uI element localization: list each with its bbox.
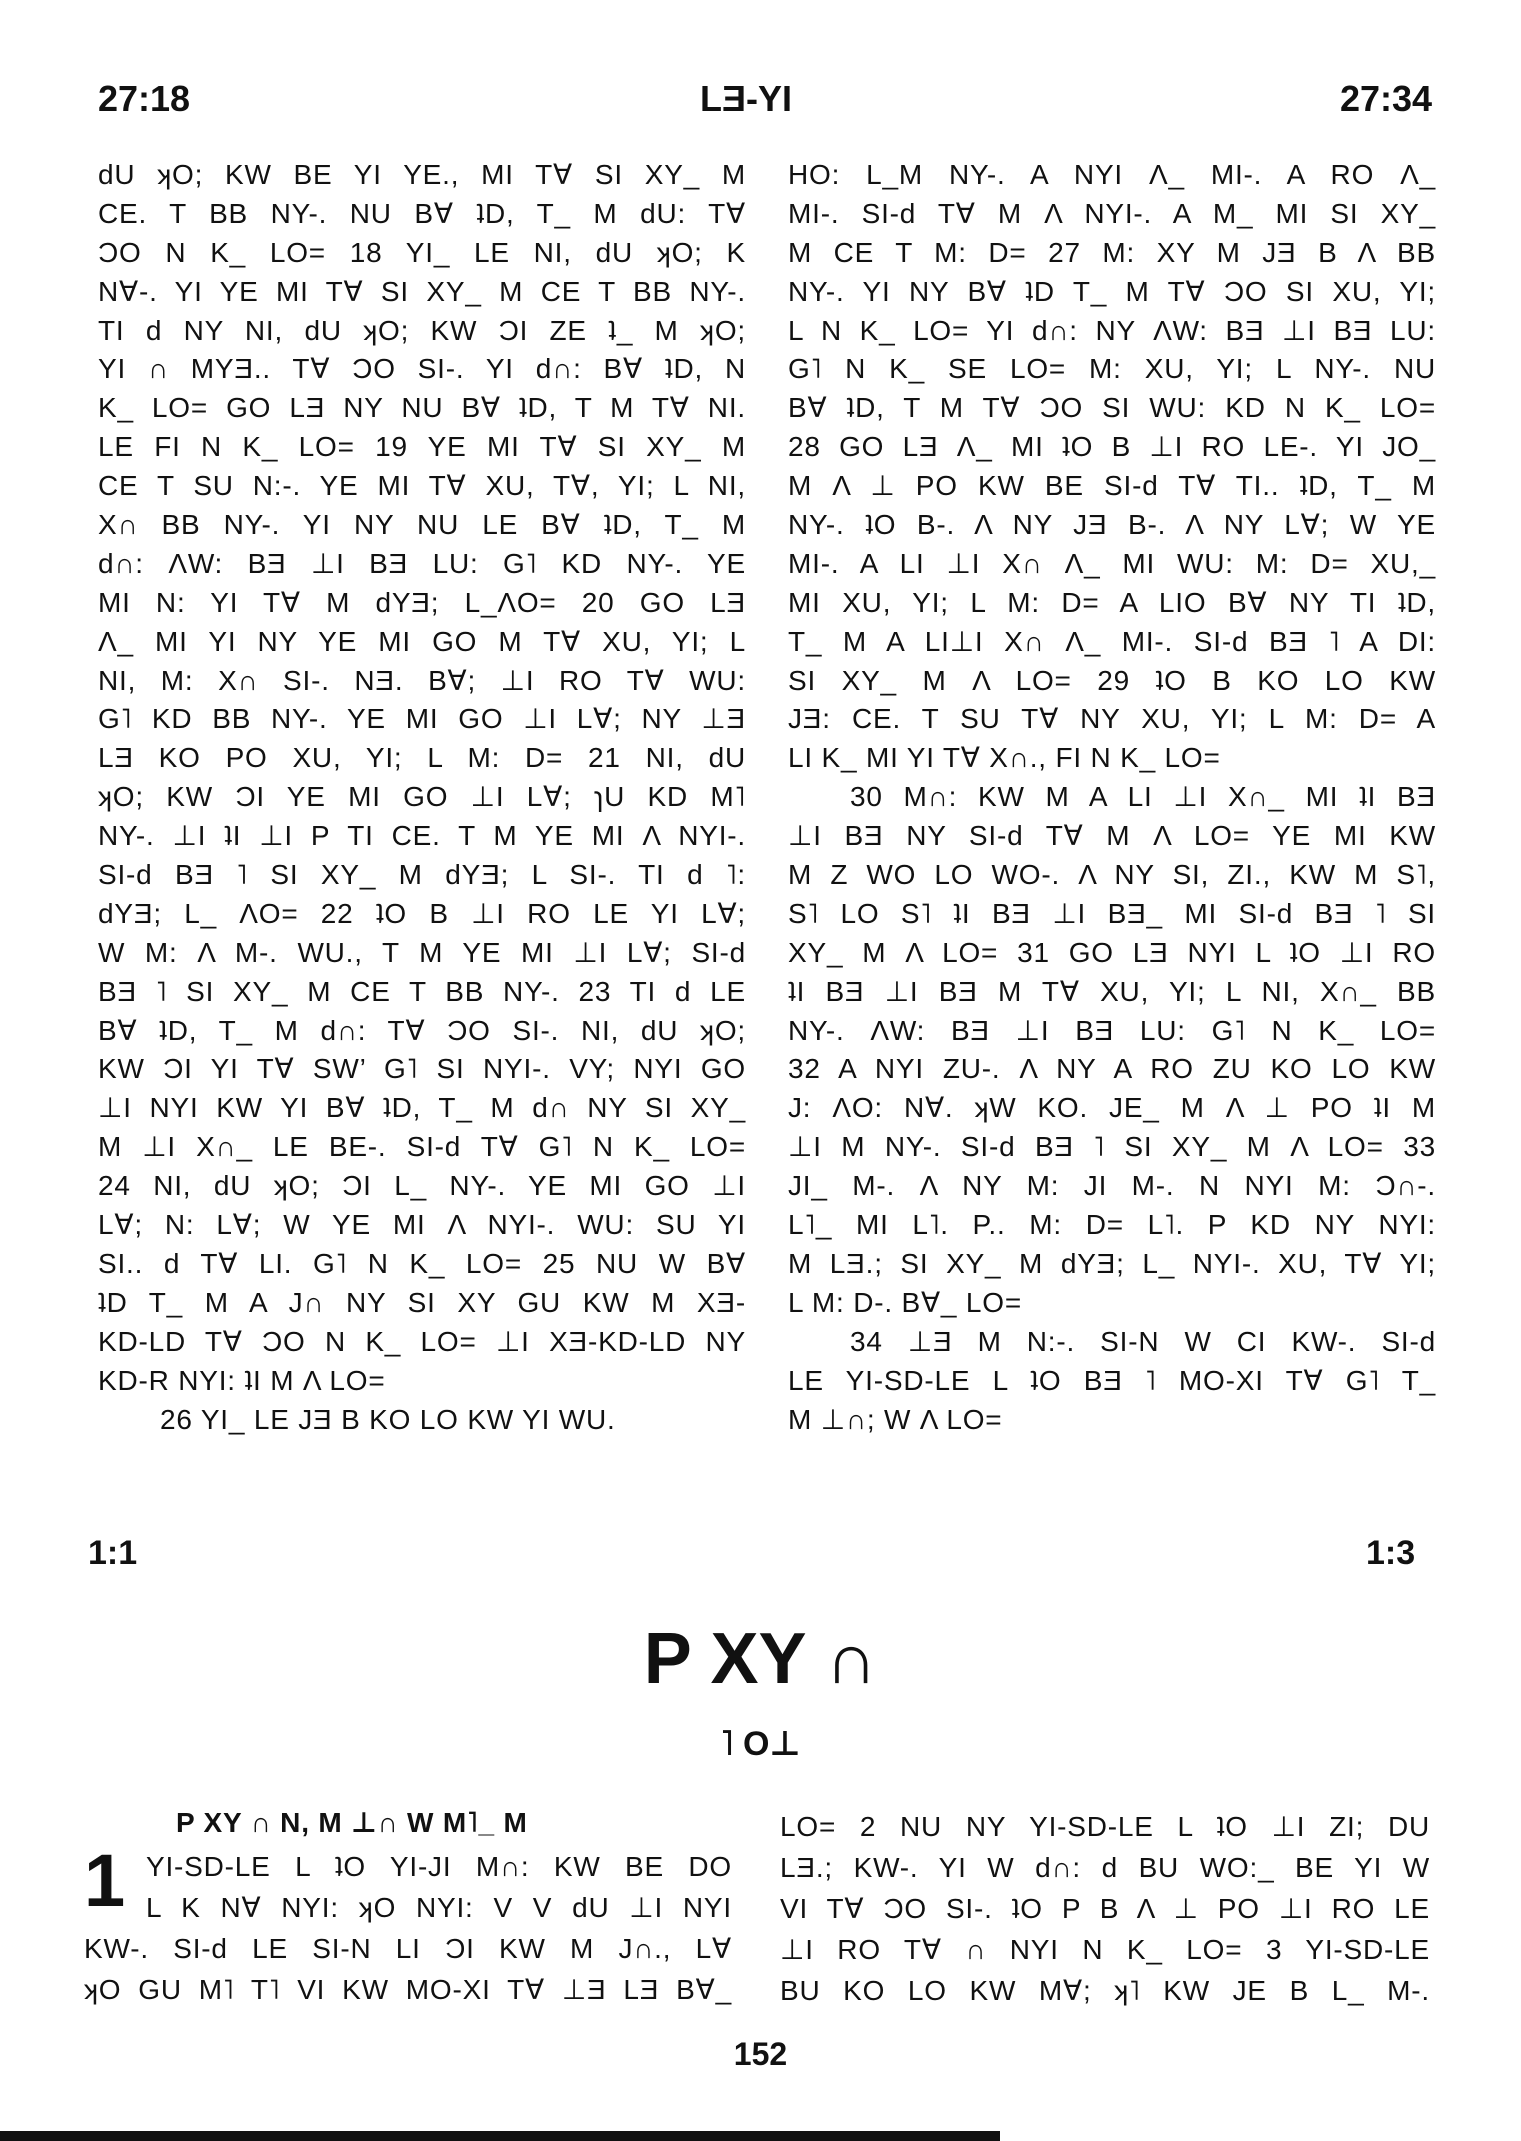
text-line: L M: D-. B∀_ LO= (788, 1286, 1022, 1318)
text-line: M ⊥∩; W Λ LO= (788, 1403, 1003, 1435)
page-number: 152 (733, 2036, 788, 2072)
text-line: SI-d BƎ ˥ SI XY_ M dYƎ; L SI-. TI d ˥: (98, 859, 746, 891)
running-head-right-ref: 27:34 (1340, 78, 1433, 119)
text-line: S˥ LO S˥ ʇI BƎ ⊥I BƎ_ MI SI-d BƎ ˥ SI (788, 897, 1436, 929)
text-line: MI-. A LI ⊥I X∩ Λ_ MI WU: M: D= XU,_ (788, 547, 1436, 579)
text-line: G˥ N K_ SE LO= M: XU, YI; L NY-. NU (788, 353, 1436, 385)
text-line: M CE T M: D= 27 M: XY M JƎ Β Λ BΒ (788, 236, 1436, 268)
text-line: KW ƆI YI T∀ SW’ G˥ SI NYI-. VY; NYI GO (98, 1053, 746, 1085)
text-line: ⊥I BƎ NY SI-d T∀ M Λ LO= YE MI KW (788, 820, 1436, 852)
bottom-left-text-column (84, 1839, 732, 2010)
chapter-number: 1 (84, 1839, 126, 1922)
section-left-ref: 1:1 (88, 1534, 138, 1572)
text-line: SI XY_ M Λ LO= 29 ʇO Β KO LO KW (788, 664, 1436, 696)
text-line: 26 YI_ LE JƎ Β KO LO KW YI WU. (160, 1403, 616, 1435)
text-line: ʇD T_ M A J∩ NY SI XY GU KW M XƎ- (98, 1286, 746, 1318)
book-title: P XY ∩ (643, 1619, 878, 1699)
section-right-ref: 1:3 (1366, 1534, 1416, 1572)
text-line: X∩ BΒ NY-. YI NY NU LE B∀ ʇD, T_ M (98, 509, 746, 541)
text-line: ⊥I NYI KW YI B∀ ʇD, T_ M d∩ NY SI XY_ (98, 1092, 746, 1124)
text-line: LO= 2 NU NY YI-SD-LE L ʇO ⊥I ZI; DU (780, 1811, 1430, 1842)
text-line: M Λ ⊥ PO KW BE SI-d T∀ TI.. ʇD, T_ M (788, 470, 1436, 502)
text-line: L∀; N: L∀; W YE MI Λ NYI-. WU: SU YI (98, 1209, 746, 1241)
text-line: JI_ M-. Λ NY M: JI M-. N NYI M: Ɔ∩-. (788, 1170, 1436, 1202)
top-right-text-column (788, 156, 1436, 1439)
scan-edge-shadow (0, 2131, 1000, 2141)
text-line: MI XU, YI; L M: D= A LIO B∀ NY TI ʇD, (788, 586, 1436, 618)
text-line: YI ∩ MYƎ.. T∀ ƆO SI-. YI d∩: B∀ ʇD, N (98, 353, 746, 385)
top-left-text-column (98, 156, 746, 1439)
text-line: K_ LO= GO LƎ NY NU B∀ ʇD, T M T∀ NI. (98, 392, 746, 424)
text-line: LƎ KO PO XU, YI; L M: D= 21 NI, dU (98, 742, 746, 774)
text-line: LƎ.; KW-. YI W d∩: d BU WO:_ BE YI W (780, 1852, 1430, 1883)
chapter-label: ˥ O⊥ (720, 1725, 801, 1763)
text-line: 34 ⊥Ǝ M N:-. SI-N W CI KW-. SI-d (850, 1325, 1436, 1357)
text-line: LI K_ MI YI T∀ X∩., FI N K_ LO= (788, 742, 1221, 774)
running-head-book: LƎ-YI (700, 78, 793, 119)
text-line: VI T∀ ƆO SI-. ʇO P Β Λ ⊥ PO ⊥I RO LE (780, 1893, 1430, 1924)
text-line: JƎ: CE. T SU T∀ NY XU, YI; L M: D= A (788, 703, 1436, 735)
text-line: ƆO N K_ LO= 18 YI_ LE NI, dU ʞO; K (98, 236, 746, 268)
text-line: XY_ M Λ LO= 31 GO LƎ NYI L ʇO ⊥I RO (788, 936, 1436, 968)
text-line: NY-. ΛW: BƎ ⊥I BƎ LU: G˥ N K_ LO= (788, 1014, 1436, 1046)
text-line: T_ M A LI⊥I X∩ Λ_ MI-. SI-d BƎ ˥ A DI: (788, 625, 1436, 657)
text-line: MI N: YI T∀ M dYƎ; L_ΛO= 20 GO LƎ (98, 586, 746, 618)
text-line: 30 M∩: KW M A LI ⊥I X∩_ MI ʇI BƎ (850, 781, 1436, 813)
text-line: NY-. ⊥I ʇI ⊥I P TI CE. T M YE MI Λ NYI-. (98, 820, 746, 852)
text-line: BU KO LO KW M∀; ʞ˥ KW JE B L_ M-. (780, 1975, 1430, 2006)
text-line: NI, M: X∩ SI-. NƎ. B∀; ⊥I RO T∀ WU: (98, 664, 746, 696)
text-line: NY-. ʇO Β-. Λ NY JƎ Β-. Λ NY L∀; W YE (788, 509, 1436, 541)
text-line: ʞO GU M˥ T˥ VI KW MO-XI T∀ ⊥Ǝ LƎ B∀_ (84, 1974, 732, 2005)
text-line: CE T SU N:-. YE MI T∀ XU, T∀, YI; L NI, (98, 470, 746, 502)
text-line: SI.. d T∀ LI. G˥ N K_ LO= 25 NU W B∀ (98, 1247, 746, 1279)
text-line: BƎ ˥ SI XY_ M CE T BΒ NY-. 23 TI d LE (98, 975, 746, 1007)
text-line: J: ΛO: N∀. ʞW KO. JE_ M Λ ⊥ PO ʇI M (788, 1092, 1436, 1124)
text-line: L K N∀ NYI: ʞO NYI: V V dU ⊥I NYI (146, 1892, 732, 1923)
text-line: KW-. SI-d LE SI-N LI ƆI KW M J∩., L∀ (84, 1933, 732, 1964)
text-line: MI-. SI-d T∀ M Λ NYI-. A M_ MI SI XY_ (788, 197, 1436, 229)
text-line: LE FI N K_ LO= 19 YE MI T∀ SI XY_ M (98, 431, 746, 463)
text-line: Λ_ MI YI NY YE MI GO M T∀ XU, YI; L (98, 625, 746, 657)
text-line: 28 GO LƎ Λ_ MI ʇO Β ⊥I RO LE-. YI JO_ (788, 431, 1436, 463)
text-line: B∀ ʇD, T_ M d∩: T∀ ƆO SI-. NI, dU ʞO; (98, 1014, 746, 1046)
text-line: KD-R NYI: ʇI M Λ LO= (98, 1364, 386, 1396)
text-line: W M: Λ M-. WU., T M YE MI ⊥I L∀; SI-d (98, 936, 746, 968)
text-line: M Z WO LO WO-. Λ NY SI, ZI., KW M S˥, (788, 859, 1436, 891)
text-line: N∀-. YI YE MI T∀ SI XY_ M CE T BΒ NY-. (98, 275, 746, 307)
bottom-right-text-column (780, 1806, 1430, 2011)
running-head-left-ref: 27:18 (98, 78, 191, 119)
text-line: LE YI-SD-LE L ʇO BƎ ˥ MO-XI T∀ G˥ T_ (788, 1364, 1436, 1396)
text-line: 32 A NYI ZU-. Λ NY A RO ZU KO LO KW (788, 1053, 1436, 1085)
book-intro-heading: P XY ∩ N, M ⊥∩ W M˥_ M (176, 1807, 528, 1838)
text-line: KD-LD T∀ ƆO N K_ LO= ⊥I XƎ-KD-LD NY (98, 1325, 746, 1357)
text-line: ⊥I M NY-. SI-d BƎ ˥ SI XY_ M Λ LO= 33 (788, 1131, 1436, 1163)
text-line: B∀ ʇD, T M T∀ ƆO SI WU: KD N K_ LO= (788, 392, 1436, 424)
text-line: M ⊥I X∩_ LE BE-. SI-d T∀ G˥ N K_ LO= (98, 1131, 746, 1163)
text-line: ʇI BƎ ⊥I BƎ M T∀ XU, YI; L NI, X∩_ BΒ (788, 975, 1436, 1007)
text-line: L˥_ MI L˥. P.. M: D= L˥. P KD NY NYI: (788, 1209, 1436, 1241)
text-line: ⊥I RO T∀ ∩ NYI N K_ LO= 3 YI-SD-LE (780, 1934, 1430, 1965)
text-line: NY-. YI NY B∀ ʇD T_ M T∀ ƆO SI XU, YI; (788, 275, 1436, 307)
text-line: HO: L_M NY-. A NYI Λ_ MI-. A RO Λ_ (788, 159, 1436, 190)
text-line: CE. T BΒ NY-. NU B∀ ʇD, T_ M dU: T∀ (98, 197, 746, 229)
text-line: dU ʞO; KW BE YI YE., MI T∀ SI XY_ M (98, 159, 746, 190)
text-line: d∩: ΛW: BƎ ⊥I BƎ LU: G˥ KD NY-. YE (98, 547, 746, 579)
text-line: M LƎ.; SI XY_ M dYƎ; L_ NYI-. XU, T∀ YI; (788, 1247, 1436, 1279)
text-line: G˥ KD BΒ NY-. YE MI GO ⊥I L∀; NY ⊥Ǝ (98, 703, 746, 735)
text-line: YI-SD-LE L ʇO YI-JI M∩: KW BE DO (146, 1851, 732, 1882)
text-line: ʞO; KW ƆI YE MI GO ⊥I L∀; ɿU KD M˥ (98, 781, 746, 813)
text-line: 24 NI, dU ʞO; ƆI L_ NY-. YE MI GO ⊥I (98, 1170, 746, 1202)
text-line: TI d NY NI, dU ʞO; KW ƆI ZE ʇ_ M ʞO; (98, 314, 746, 346)
text-line: dYƎ; L_ ΛO= 22 ʇO Β ⊥I RO LE YI L∀; (98, 897, 746, 929)
text-line: L N K_ LO= YI d∩: NY ΛW: BƎ ⊥I BƎ LU: (788, 314, 1436, 346)
